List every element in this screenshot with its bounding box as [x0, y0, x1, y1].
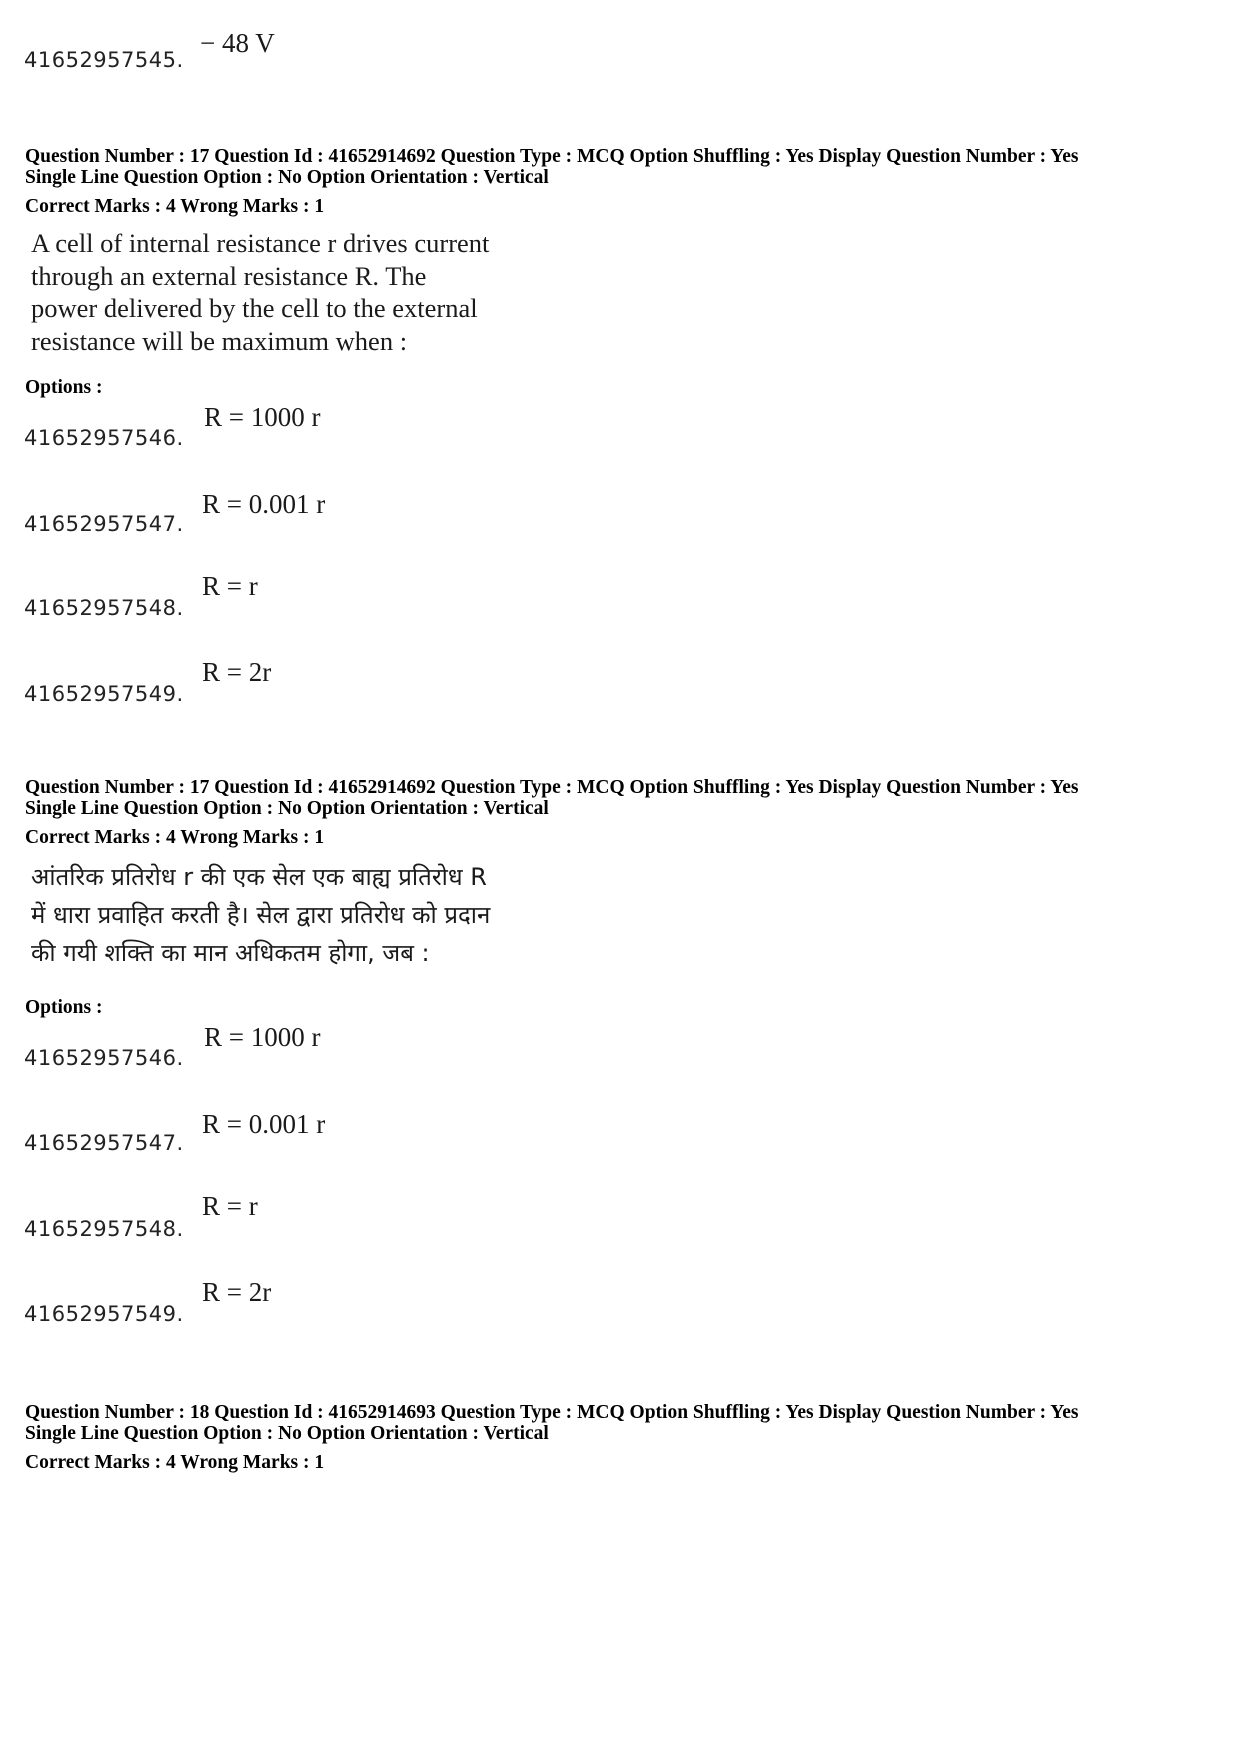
- question-meta-line1: Question Number : 17 Question Id : 41652914692 Question Type : MCQ Option Shuffling : Yes Display Question Number : Yes: [25, 146, 1079, 167]
- question-text: [31, 227, 571, 357]
- question-meta-line2: Single Line Question Option : No Option Orientation : Vertical: [25, 1423, 549, 1444]
- option-value: R = 2r: [202, 657, 272, 687]
- option-id: 41652957546.: [24, 426, 184, 450]
- question-line: through an external resistance R. The: [31, 260, 427, 291]
- option-value: − 48 V: [200, 28, 275, 58]
- option-id: 41652957546.: [24, 1046, 184, 1070]
- question-meta-line1: Question Number : 17 Question Id : 41652914692 Question Type : MCQ Option Shuffling : Yes Display Question Number : Yes: [25, 777, 1079, 798]
- question-line: resistance will be maximum when :: [31, 325, 408, 356]
- question-marks: Correct Marks : 4 Wrong Marks : 1: [25, 196, 325, 217]
- option-value: R = 0.001 r: [202, 1109, 326, 1139]
- question-line: आंतरिक प्रतिरोध r की एक सेल एक बाह्य प्रतिरोध R: [31, 863, 487, 891]
- option-id: 41652957547.: [24, 512, 184, 536]
- options-label: Options :: [25, 997, 103, 1018]
- option-value: R = 1000 r: [204, 402, 321, 432]
- option-id: 41652957549.: [24, 1302, 184, 1326]
- question-text: [31, 858, 591, 972]
- option-value: R = 2r: [202, 1277, 272, 1307]
- option-value: R = r: [202, 1191, 258, 1221]
- question-meta-line2: Single Line Question Option : No Option Orientation : Vertical: [25, 798, 549, 819]
- question-marks: Correct Marks : 4 Wrong Marks : 1: [25, 827, 325, 848]
- option-id: 41652957548.: [24, 596, 184, 620]
- question-marks: Correct Marks : 4 Wrong Marks : 1: [25, 1452, 325, 1473]
- question-line: में धारा प्रवाहित करती है। सेल द्वारा प्रतिरोध को प्रदान: [31, 901, 491, 929]
- option-id: 41652957549.: [24, 682, 184, 706]
- question-line: power delivered by the cell to the external: [31, 293, 478, 323]
- option-id: 41652957548.: [24, 1217, 184, 1241]
- option-value: R = 1000 r: [204, 1022, 321, 1052]
- option-id: 41652957547.: [24, 1131, 184, 1155]
- question-line: की गयी शक्ति का मान अधिकतम होगा, जब :: [31, 939, 430, 967]
- question-meta-line2: Single Line Question Option : No Option Orientation : Vertical: [25, 167, 549, 188]
- option-value: R = r: [202, 571, 258, 601]
- option-id: 41652957545.: [24, 48, 184, 72]
- question-meta-line1: Question Number : 18 Question Id : 41652914693 Question Type : MCQ Option Shuffling : Yes Display Question Number : Yes: [25, 1402, 1079, 1423]
- option-value: R = 0.001 r: [202, 489, 326, 519]
- options-label: Options :: [25, 377, 103, 398]
- question-line: A cell of internal resistance r drives current: [31, 228, 490, 258]
